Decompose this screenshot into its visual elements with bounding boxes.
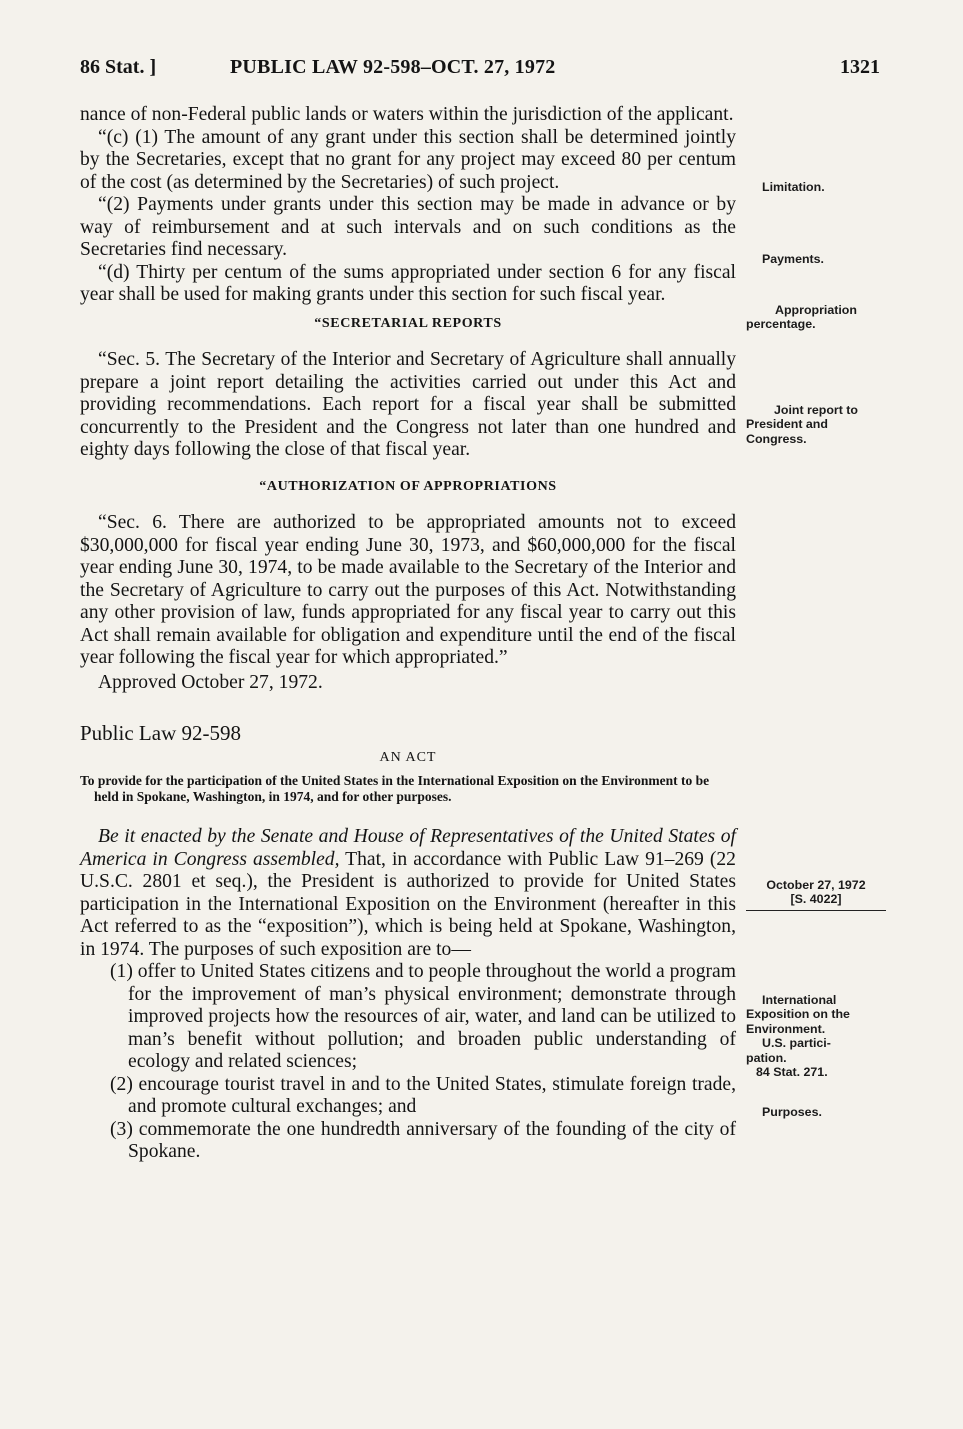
paragraph-d: “(d) Thirty per centum of the sums appropriated under section 6 for any fiscal year shall be used for making grants under this section for such fiscal year. <box>80 261 736 305</box>
paragraph-continuation: nance of non-Federal public lands or waters within the jurisdiction of the applicant. <box>80 104 734 125</box>
section-heading-appropriations: “AUTHORIZATION OF APPROPRIATIONS <box>259 478 557 494</box>
paragraph-c2: “(2) Payments under grants under this section may be made in advance or by way of reimbursement and at such intervals and on such conditions as the Secretaries find necessary. <box>80 194 736 260</box>
statute-volume: 86 Stat. ] <box>80 56 157 78</box>
running-title: PUBLIC LAW 92-598–OCT. 27, 1972 <box>230 56 556 78</box>
section-5: “Sec. 5. The Secretary of the Interior and Secretary of Agriculture shall annually prepare a joint report detailing the activities carried out under this Act and providing recommendations. Each report for a fiscal year shall be submitted concurrently to the President and the Congress not later than one hundred and eighty days following the close of that fiscal year. <box>80 349 736 460</box>
enacting-clause <box>80 826 736 961</box>
page-number: 1321 <box>840 56 880 78</box>
section-6: “Sec. 6. There are authorized to be appropriated amounts not to exceed $30,000,000 for fiscal year ending June 30, 1973, and $60,000,000 for the fiscal year ending June 30, 1974, to be made available to the Secretary of the Interior and the Secretary of Agriculture to carry out the purposes of this Act. Notwithstanding any other provision of law, funds appropriated for any fiscal year to carry out this Act shall remain available for obligation and expenditure until the end of the fiscal year following the fiscal year for which appropriated.” <box>80 512 736 668</box>
main-text <box>80 104 736 1164</box>
margin-exposition: International Exposition on the Environment. U.S. partici- pation. 84 Stat. 271. <box>746 993 850 1080</box>
margin-payments: Payments. <box>762 252 824 266</box>
section-heading-reports: “SECRETARIAL REPORTS <box>314 315 502 331</box>
law-title: Public Law 92-598 <box>80 721 241 745</box>
paragraph-c1: “(c) (1) The amount of any grant under this section shall be determined jointly by the Secretaries, except that no grant for any project may exceed 80 per centum of the cost (as determined by the Secretaries) of such project. <box>80 126 736 193</box>
margin-appropriation: Appropriation percentage. <box>746 303 857 332</box>
margin-limitation: Limitation. <box>762 180 825 194</box>
enacting-formula: Be it enacted by the Senate and House of Representatives of the United States of America in Congress assembled, <box>80 826 736 870</box>
enacting-text: That, in accordance with Public Law 91–269 (22 U.S.C. 2801 et seq.), the President is authorized to provide for United States participation in the International Exposition on the Environment (hereafter in this Act referred to as the “exposition”), which is being held at Spokane, Washington, in 1974. The purposes of such exposition are to— <box>80 848 736 960</box>
purpose-item-1: (1) offer to United States citizens and to people throughout the world a program for the improvement of man’s physical environment; demonstrate through improved projects how the resources of air, water, and land can be utilized to man’s benefit without pollution; and broaden public understanding of ecology and related sciences; <box>110 961 736 1072</box>
purpose-item-3: (3) commemorate the one hundredth anniversary of the founding of the city of Spokane. <box>110 1118 736 1162</box>
approval-date: Approved October 27, 1972. <box>98 671 323 693</box>
margin-joint-report: Joint report to President and Congress. <box>746 403 858 446</box>
margin-enactment-date: October 27, 1972 [S. 4022] <box>746 878 886 911</box>
purpose-item-2: (2) encourage tourist travel in and to the United States, stimulate foreign trade, and promote cultural exchanges; and <box>110 1073 736 1117</box>
an-act-label: AN ACT <box>379 749 437 765</box>
margin-purposes: Purposes. <box>762 1105 822 1119</box>
act-summary: To provide for the participation of the United States in the International Exposition on the Environment to be held in Spokane, Washington, in 1974, and for other purposes. <box>80 773 710 804</box>
page-header <box>80 56 880 86</box>
